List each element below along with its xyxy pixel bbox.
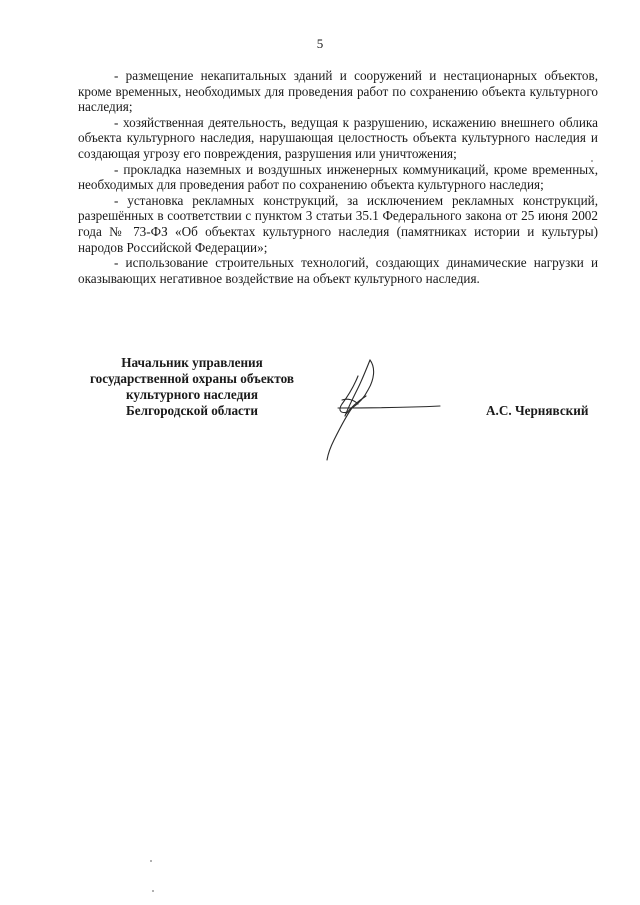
signatory-title-line: государственной охраны объектов [90,371,294,386]
restriction-item: - хозяйственная деятельность, ведущая к разрушению, искажению внешнего облика объекта культурного наследия, нарушающая целостность объекта культурного наследия и создающая угрозу его повреждения, разрушения или уничтожения; [78,114,598,161]
signatory-title [72,355,312,419]
restriction-item: - установка рекламных конструкций, за исключением рекламных конструкций, разрешённых в соответствии с пунктом 3 статьи 35.1 Федерального закона от 25 июня 2002 года № 73-ФЗ «Об объектах культурного наследия (памятниках истории и культуры) народов Российской Федерации»; [78,192,598,255]
signatory-title-line: Начальник управления [121,355,263,370]
scan-speck [152,890,154,892]
document-body [78,68,598,286]
signatory-title-line: культурного наследия [125,387,259,402]
signatory-title-line: Белгородской области [126,403,258,418]
page-number: 5 [316,36,324,51]
restriction-item: - прокладка наземных и воздушных инженерных коммуникаций, кроме временных, необходимых для проведения работ по сохранению объекта культурного наследия; [78,161,598,193]
handwritten-signature [318,358,448,462]
scan-speck [150,860,152,862]
restriction-item: - размещение некапитальных зданий и сооружений и нестационарных объектов, кроме временных, необходимых для проведения работ по сохранению объекта культурного наследия; [78,68,598,115]
restriction-item: - использование строительных технологий, создающих динамические нагрузки и оказывающих негативное воздействие на объект культурного наследия. [78,255,598,286]
scan-speck [591,160,593,162]
signer-name: А.С. Чернявский [486,403,589,418]
